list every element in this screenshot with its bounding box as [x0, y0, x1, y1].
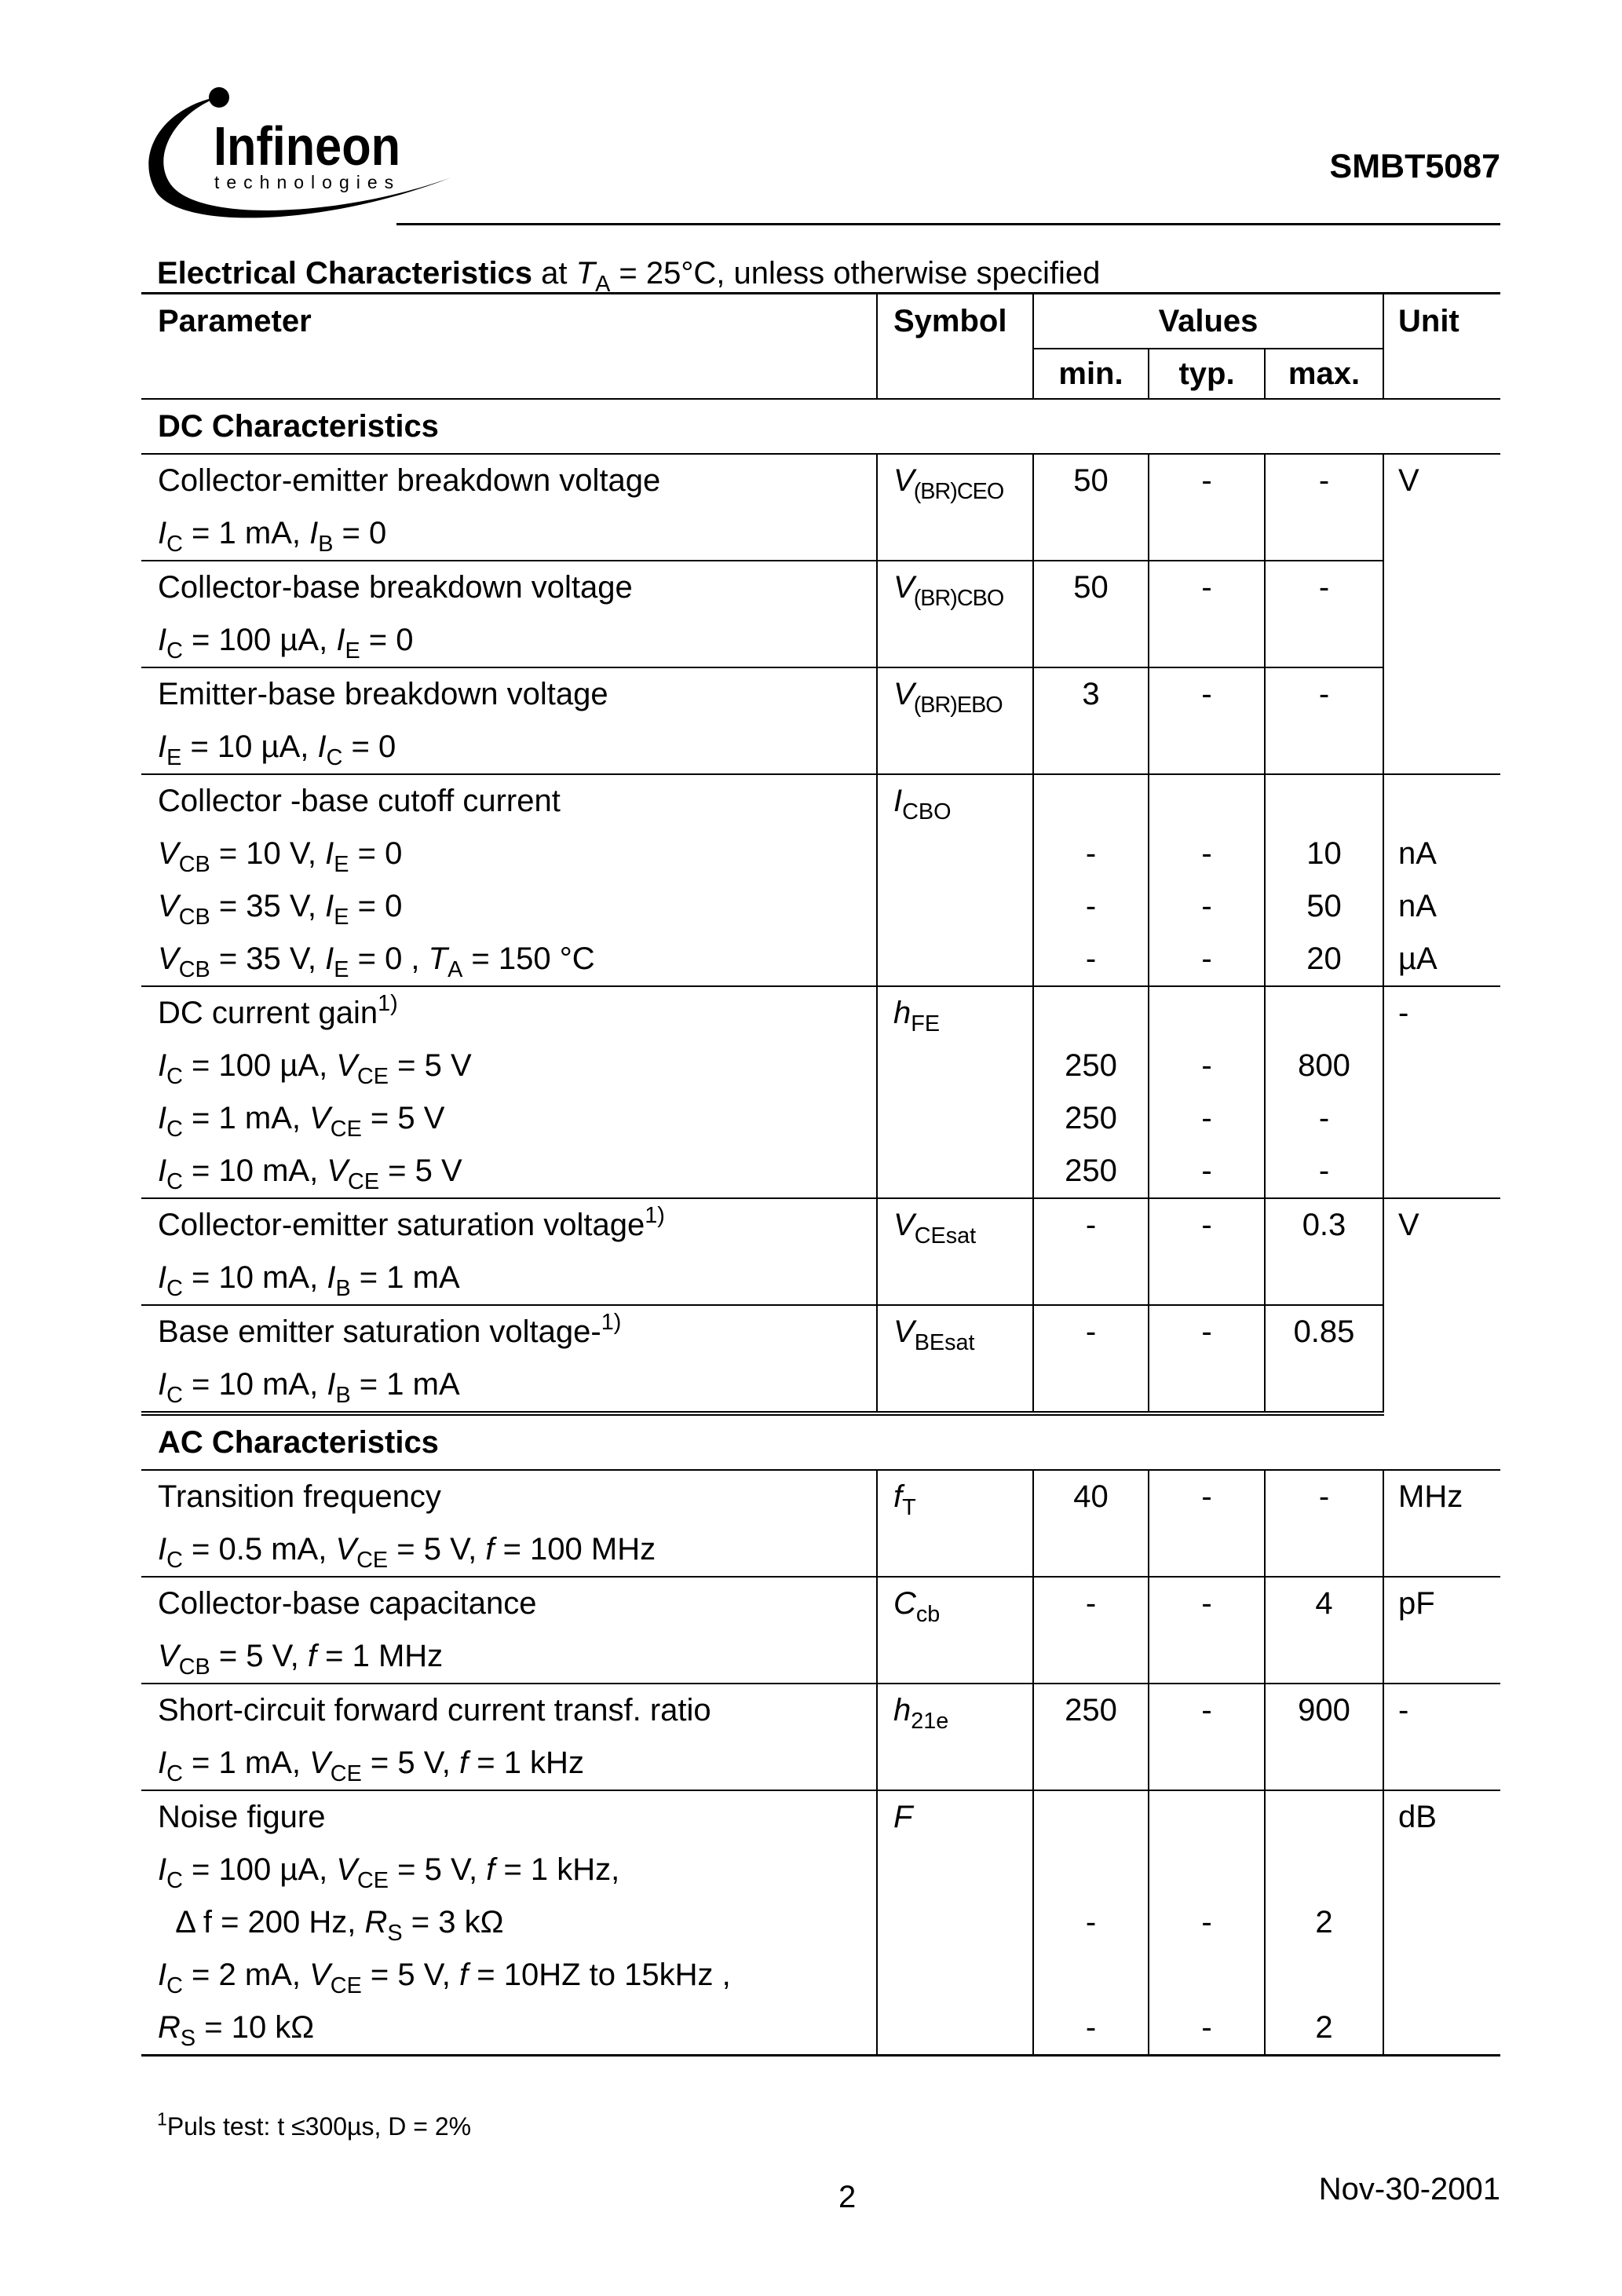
part-number: SMBT5087 [1329, 148, 1500, 185]
param-condition: $I_E = 10$ µA, $I_C = 0$ [158, 729, 396, 771]
value-max: 20 [1306, 941, 1342, 976]
value-min: 50 [1073, 570, 1109, 605]
symbol: $I_{CBO}$ [893, 784, 952, 825]
value-typ: - [1201, 1586, 1212, 1621]
unit: V [1398, 1208, 1419, 1242]
document-date: Nov-30-2001 [1318, 2172, 1500, 2206]
unit: - [1398, 1693, 1409, 1727]
value-typ: - [1201, 463, 1212, 498]
value-min: 250 [1065, 1693, 1117, 1727]
param-condition: $I_C = 1$ mA, $V_{CE} = 5$ V, f = 1 kHz [158, 1746, 584, 1787]
col-max: max. [1265, 349, 1383, 399]
table-title-bold: Electrical Characteristics [157, 256, 533, 291]
col-symbol: Symbol [877, 294, 1033, 400]
section-dc-title: DC Characteristics [141, 399, 1500, 454]
param-name: Collector-emitter saturation voltage$^{1)}$ [158, 1203, 665, 1242]
table-row [141, 1577, 1500, 1684]
unit: dB [1398, 1800, 1437, 1834]
footnote: $^1$Puls test: t ≤300µs, D = 2% [157, 2108, 472, 2141]
symbol: $C_{cb}$ [893, 1586, 941, 1628]
param-name: Base emitter saturation voltage-$^{1)}$ [158, 1310, 622, 1349]
unit: V [1398, 463, 1419, 498]
table-title: Electrical Characteristics at $T_A = 25^\circ C$, unless otherwise specified [157, 256, 1101, 298]
unit: µA [1398, 941, 1438, 976]
symbol: $h_{21e}$ [893, 1693, 949, 1735]
value-typ: - [1201, 1479, 1212, 1514]
value-min: 250 [1065, 1153, 1117, 1188]
value-max: 50 [1306, 889, 1342, 923]
param-condition: $V_{CB} = 35$ V, $I_E = 0$ [158, 889, 403, 930]
value-typ: - [1201, 1153, 1212, 1188]
value-min: - [1085, 836, 1097, 871]
col-min: min. [1033, 349, 1149, 399]
param-condition: $V_{CB} = 35$ V, $I_E = 0$ , $T_A = 150$ °C [158, 941, 595, 983]
table-row [141, 667, 1500, 774]
param-condition: $I_C = 0.5$ mA, $V_{CE} = 5$ V, f = 100 MHz [158, 1532, 656, 1574]
value-min: - [1085, 1314, 1097, 1349]
value-typ: - [1201, 1101, 1212, 1135]
value-typ: - [1201, 1208, 1212, 1242]
page-number: 2 [838, 2180, 857, 2214]
value-max: 900 [1298, 1693, 1350, 1727]
table-row [141, 1198, 1500, 1305]
value-max: 10 [1306, 836, 1342, 871]
unit: pF [1398, 1586, 1435, 1621]
param-condition: $I_C = 100$ µA, $I_E = 0$ [158, 623, 414, 664]
table-row [141, 774, 1500, 986]
value-typ: - [1201, 677, 1212, 711]
param-condition: $R_S = 10$ kΩ [158, 2010, 315, 2052]
table-row [141, 986, 1500, 1198]
table-row [141, 1305, 1500, 1413]
section-dc [141, 399, 1500, 454]
param-condition: $I_C = 10$ mA, $I_B = 1$ mA [158, 1260, 460, 1302]
value-max: - [1318, 463, 1330, 498]
value-typ: - [1201, 1314, 1212, 1349]
symbol: $f_T$ [893, 1479, 916, 1521]
value-min: - [1085, 1208, 1097, 1242]
table-row [141, 454, 1500, 561]
value-min: 3 [1082, 677, 1100, 711]
value-typ: - [1201, 836, 1212, 871]
unit: - [1398, 996, 1409, 1030]
value-min: 40 [1073, 1479, 1109, 1514]
value-min: 250 [1065, 1048, 1117, 1083]
symbol: $V_{BEsat}$ [893, 1314, 975, 1356]
unit: MHz [1398, 1479, 1463, 1514]
symbol: F [893, 1800, 913, 1834]
param-name: Collector -base cutoff current [158, 784, 561, 818]
symbol: $h_{FE}$ [893, 996, 941, 1037]
infineon-logo [137, 85, 467, 234]
unit: nA [1398, 836, 1437, 871]
section-ac [141, 1413, 1500, 1470]
symbol: $V_{CEsat}$ [893, 1208, 977, 1249]
param-condition: $V_{CB} = 10$ V, $I_E = 0$ [158, 836, 403, 878]
value-max: - [1318, 1101, 1330, 1135]
header-rule [396, 223, 1500, 225]
table-row [141, 1790, 1500, 2056]
param-condition: $I_C = 2$ mA, $V_{CE} = 5$ V, f = 10HZ to 15kHz , [158, 1958, 731, 1999]
param-name: Collector-emitter breakdown voltage [158, 463, 661, 498]
logo-text: Infineon [214, 115, 400, 177]
section-ac-title: AC Characteristics [158, 1425, 439, 1460]
symbol: $V_{(BR)CEO}$ [893, 463, 1004, 505]
param-name: Emitter-base breakdown voltage [158, 677, 608, 711]
value-min: 50 [1073, 463, 1109, 498]
logo-subtext: technologies [214, 172, 401, 192]
value-max: 0.85 [1293, 1314, 1355, 1349]
value-typ: - [1201, 1905, 1212, 1940]
param-name: Collector-base capacitance [158, 1586, 537, 1621]
param-name: Short-circuit forward current transf. ratio [158, 1693, 711, 1727]
value-max: - [1318, 1479, 1330, 1514]
param-condition: $I_C = 10$ mA, $V_{CE} = 5$ V [158, 1153, 462, 1195]
table-row [141, 561, 1500, 667]
param-condition: $I_C = 100$ µA, $V_{CE} = 5$ V, f = 1 kHz, [158, 1852, 620, 1894]
param-condition: $I_C = 1$ mA, $V_{CE} = 5$ V [158, 1101, 445, 1143]
value-typ: - [1201, 1693, 1212, 1727]
value-max: 0.3 [1302, 1208, 1346, 1242]
value-min: - [1085, 941, 1097, 976]
value-max: 2 [1315, 2010, 1333, 2045]
value-max: 2 [1315, 1905, 1333, 1940]
col-values: Values [1033, 294, 1383, 349]
col-typ: typ. [1149, 349, 1265, 399]
value-max: - [1318, 677, 1330, 711]
value-min: - [1085, 1905, 1097, 1940]
symbol: $V_{(BR)EBO}$ [893, 677, 1003, 718]
value-typ: - [1201, 941, 1212, 976]
value-typ: - [1201, 570, 1212, 605]
value-max: 4 [1315, 1586, 1333, 1621]
param-condition: $V_{CB} = 5$ V, f = 1 MHz [158, 1639, 444, 1680]
param-condition: $I_C = 10$ mA, $I_B = 1$ mA [158, 1367, 460, 1409]
value-typ: - [1201, 2010, 1212, 2045]
param-name: DC current gain$^{1)}$ [158, 991, 398, 1030]
symbol: $V_{(BR)CBO}$ [893, 570, 1004, 612]
value-max: 800 [1298, 1048, 1350, 1083]
value-max: - [1318, 1153, 1330, 1188]
param-name: Transition frequency [158, 1479, 441, 1514]
param-name: Collector-base breakdown voltage [158, 570, 633, 605]
col-parameter: Parameter [141, 294, 877, 400]
param-condition: $I_C = 1$ mA, $I_B = 0$ [158, 516, 387, 558]
footnote-marker: 1 [157, 2108, 167, 2130]
col-unit: Unit [1383, 294, 1500, 400]
table-header-row [141, 294, 1500, 349]
value-min: - [1085, 2010, 1097, 2045]
value-typ: - [1201, 1048, 1212, 1083]
table-row [141, 1684, 1500, 1790]
value-min: 250 [1065, 1101, 1117, 1135]
unit: nA [1398, 889, 1437, 923]
param-condition: Δ f = 200 Hz, $R_S = 3$ kΩ [158, 1905, 504, 1947]
value-max: - [1318, 570, 1330, 605]
value-min: - [1085, 1586, 1097, 1621]
electrical-characteristics-table [141, 292, 1500, 2057]
value-typ: - [1201, 889, 1212, 923]
param-condition: $I_C = 100$ µA, $V_{CE} = 5$ V [158, 1048, 472, 1090]
value-min: - [1085, 889, 1097, 923]
table-row [141, 1470, 1500, 1577]
param-name: Noise figure [158, 1800, 326, 1834]
